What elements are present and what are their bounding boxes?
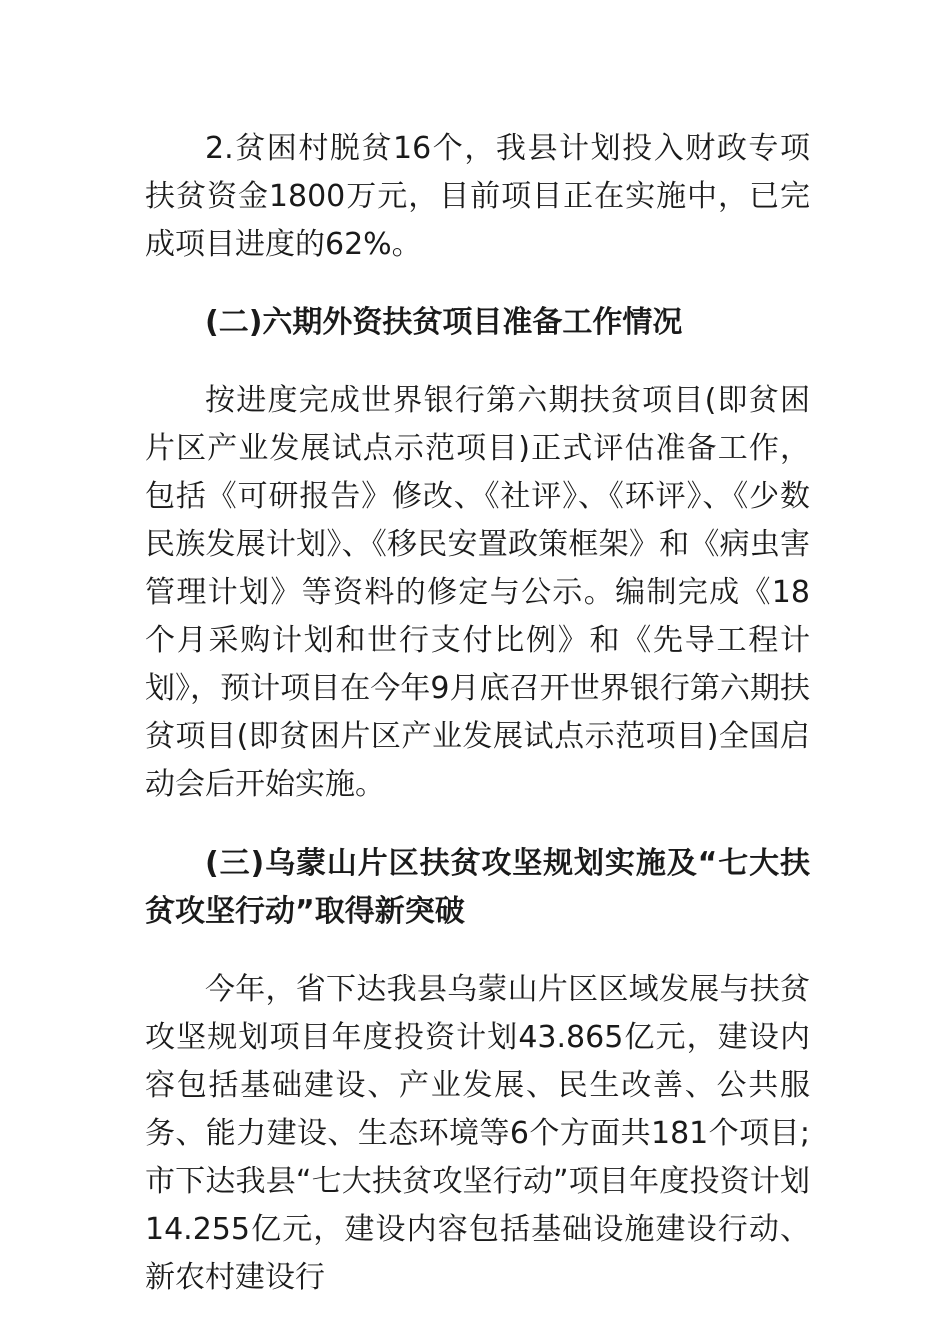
section-heading-wumeng-mountain-plan: (三)乌蒙山片区扶贫攻坚规划实施及“七大扶贫攻坚行动”取得新突破	[145, 846, 810, 929]
paragraph-world-bank-project: 按进度完成世界银行第六期扶贫项目(即贫困片区产业发展试点示范项目)正式评估准备工作，包括《可研报告》修改、《社评》、《环评》、《少数民族发展计划》、《移民安置政策框架》和《病虫害管理计划》等资料的修定与公示。编制完成《18个月采购计划和世行支付比例》和《先导工程计划》，预计项目在今年9月底召开世界银行第六期扶贫项目(即贫困片区产业发展试点示范项目)全国启动会后开始实施。	[145, 383, 810, 802]
section-heading-foreign-aid-project: (二)六期外资扶贫项目准备工作情况	[205, 305, 683, 340]
spacer	[145, 347, 810, 377]
spacer	[145, 936, 810, 966]
spacer	[145, 809, 810, 840]
spacer	[145, 269, 810, 299]
paragraph-village-poverty-funds: 2.贫困村脱贫16个，我县计划投入财政专项扶贫资金1800万元，目前项目正在实施中，已完成项目进度的62%。	[145, 131, 810, 262]
paragraph-investment-plan: 今年，省下达我县乌蒙山片区区域发展与扶贫攻坚规划项目年度投资计划43.865亿元，建设内容包括基础建设、产业发展、民生改善、公共服务、能力建设、生态环境等6个方面共181个项目;市下达我县“七大扶贫攻坚行动”项目年度投资计划14.255亿元，建设内容包括基础设施建设行动、新农村建设行	[145, 972, 810, 1295]
document-body	[145, 125, 810, 1302]
